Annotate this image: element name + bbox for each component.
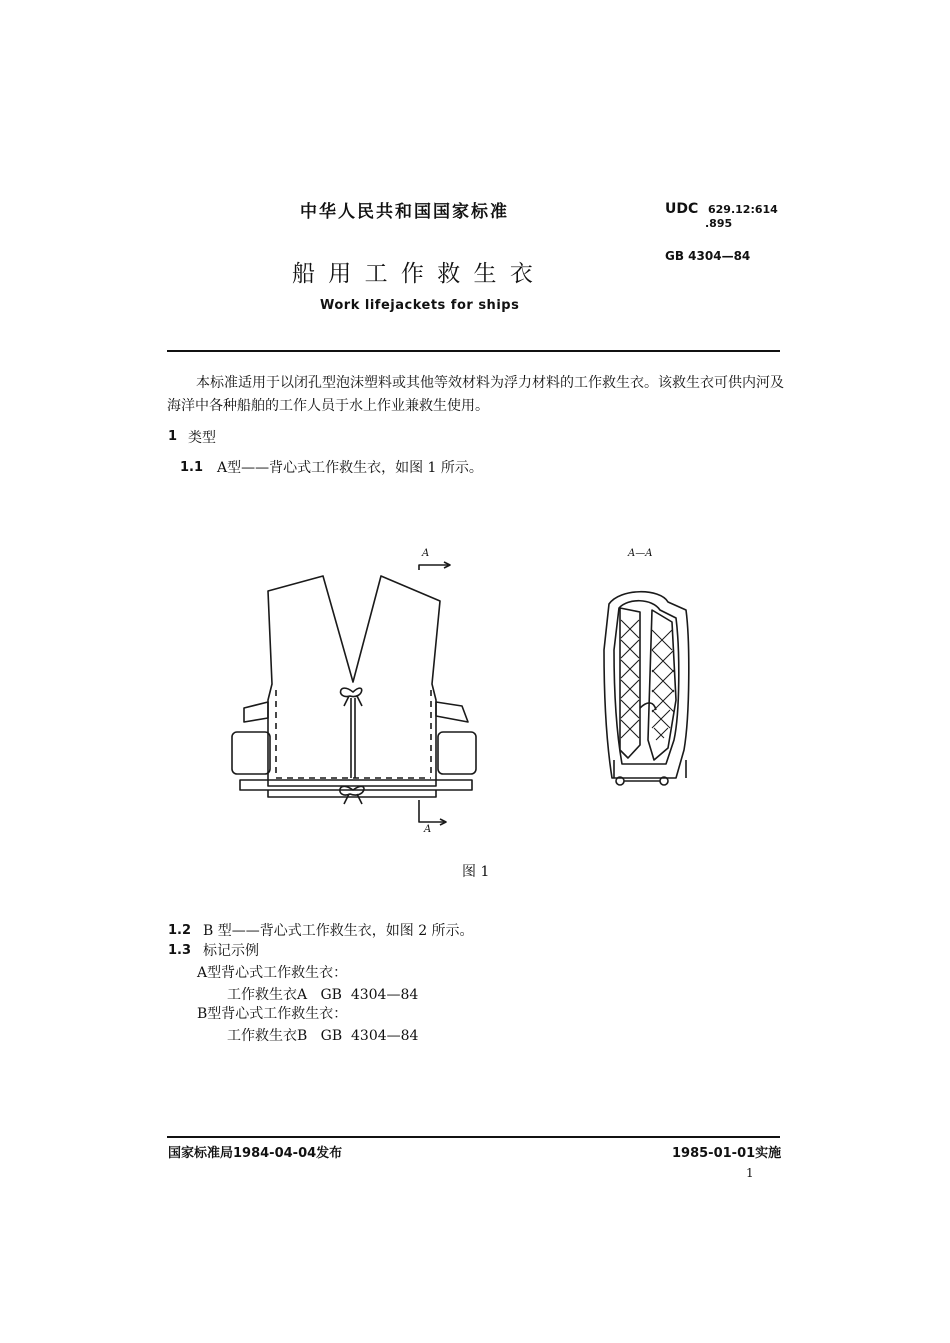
title-english: Work lifejackets for ships xyxy=(320,298,520,313)
figure-caption: 图 1 xyxy=(462,864,490,880)
section-view-label: A—A xyxy=(628,548,653,559)
section-1-3-title: 标记示例 xyxy=(203,943,259,959)
section-1-2-text: B 型——背心式工作救生衣，如图 2 所示。 xyxy=(203,923,474,939)
national-standard-heading: 中华人民共和国国家标准 xyxy=(300,202,509,222)
issue-date: 国家标准局1984-04-04发布 xyxy=(168,1146,343,1161)
section-aa-view xyxy=(604,592,689,785)
intro-line-2: 海洋中各种船舶的工作人员于水上作业兼救生使用。 xyxy=(167,398,489,414)
footer-divider xyxy=(167,1136,780,1138)
section-1-number: 1 xyxy=(168,429,178,444)
intro-line-1: 本标准适用于以闭孔型泡沫塑料或其他等效材料为浮力材料的工作救生衣。该救生衣可供内河及 xyxy=(196,375,784,391)
example-b-value: 工作救生衣B GB 4304—84 xyxy=(227,1028,419,1044)
section-1-1-number: 1.1 xyxy=(180,460,204,475)
title-chinese: 船 用 工 作 救 生 衣 xyxy=(292,261,536,287)
effective-date: 1985-01-01实施 xyxy=(672,1146,782,1161)
section-mark-bottom: A xyxy=(424,824,432,835)
udc-label: UDC xyxy=(665,201,699,217)
section-1-title: 类型 xyxy=(188,430,216,446)
vest-front-view xyxy=(232,562,476,825)
section-1-1-text: A型——背心式工作救生衣，如图 1 所示。 xyxy=(217,460,483,476)
section-1-3-number: 1.3 xyxy=(168,943,192,958)
page-number: 1 xyxy=(746,1166,754,1180)
udc-number: 629.12:614 xyxy=(708,203,778,216)
udc-suffix: .895 xyxy=(705,217,733,230)
example-a-value: 工作救生衣A GB 4304—84 xyxy=(227,987,419,1003)
example-a-title: A型背心式工作救生衣： xyxy=(197,965,348,981)
section-mark-top: A xyxy=(422,548,430,559)
section-1-2-number: 1.2 xyxy=(168,923,192,938)
gb-code: GB 4304—84 xyxy=(665,249,751,263)
example-b-title: B型背心式工作救生衣： xyxy=(197,1006,348,1022)
